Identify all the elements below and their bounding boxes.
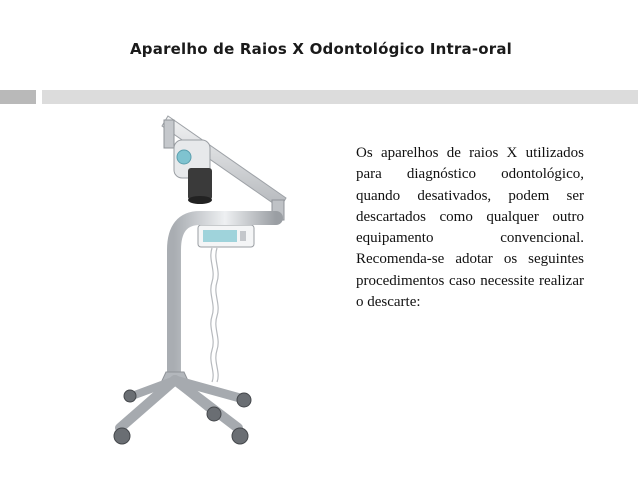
stand-base bbox=[120, 372, 240, 428]
control-panel bbox=[198, 225, 254, 247]
coiled-cable bbox=[211, 248, 218, 382]
dental-xray-unit-image bbox=[100, 110, 330, 450]
accent-bar-left bbox=[0, 90, 36, 104]
accent-bar-right bbox=[42, 90, 638, 104]
xray-unit-illustration bbox=[100, 110, 330, 450]
slide-title: Aparelho de Raios X Odontológico Intra-oral bbox=[130, 40, 513, 58]
body-paragraph: Os aparelhos de raios X utilizados para diagnóstico odontológico, quando desativados, podem ser descartados como qualquer outro equipamento convencional. Recomenda-se adotar os seguintes procedimentos caso necessite realizar o descarte: bbox=[356, 145, 584, 311]
